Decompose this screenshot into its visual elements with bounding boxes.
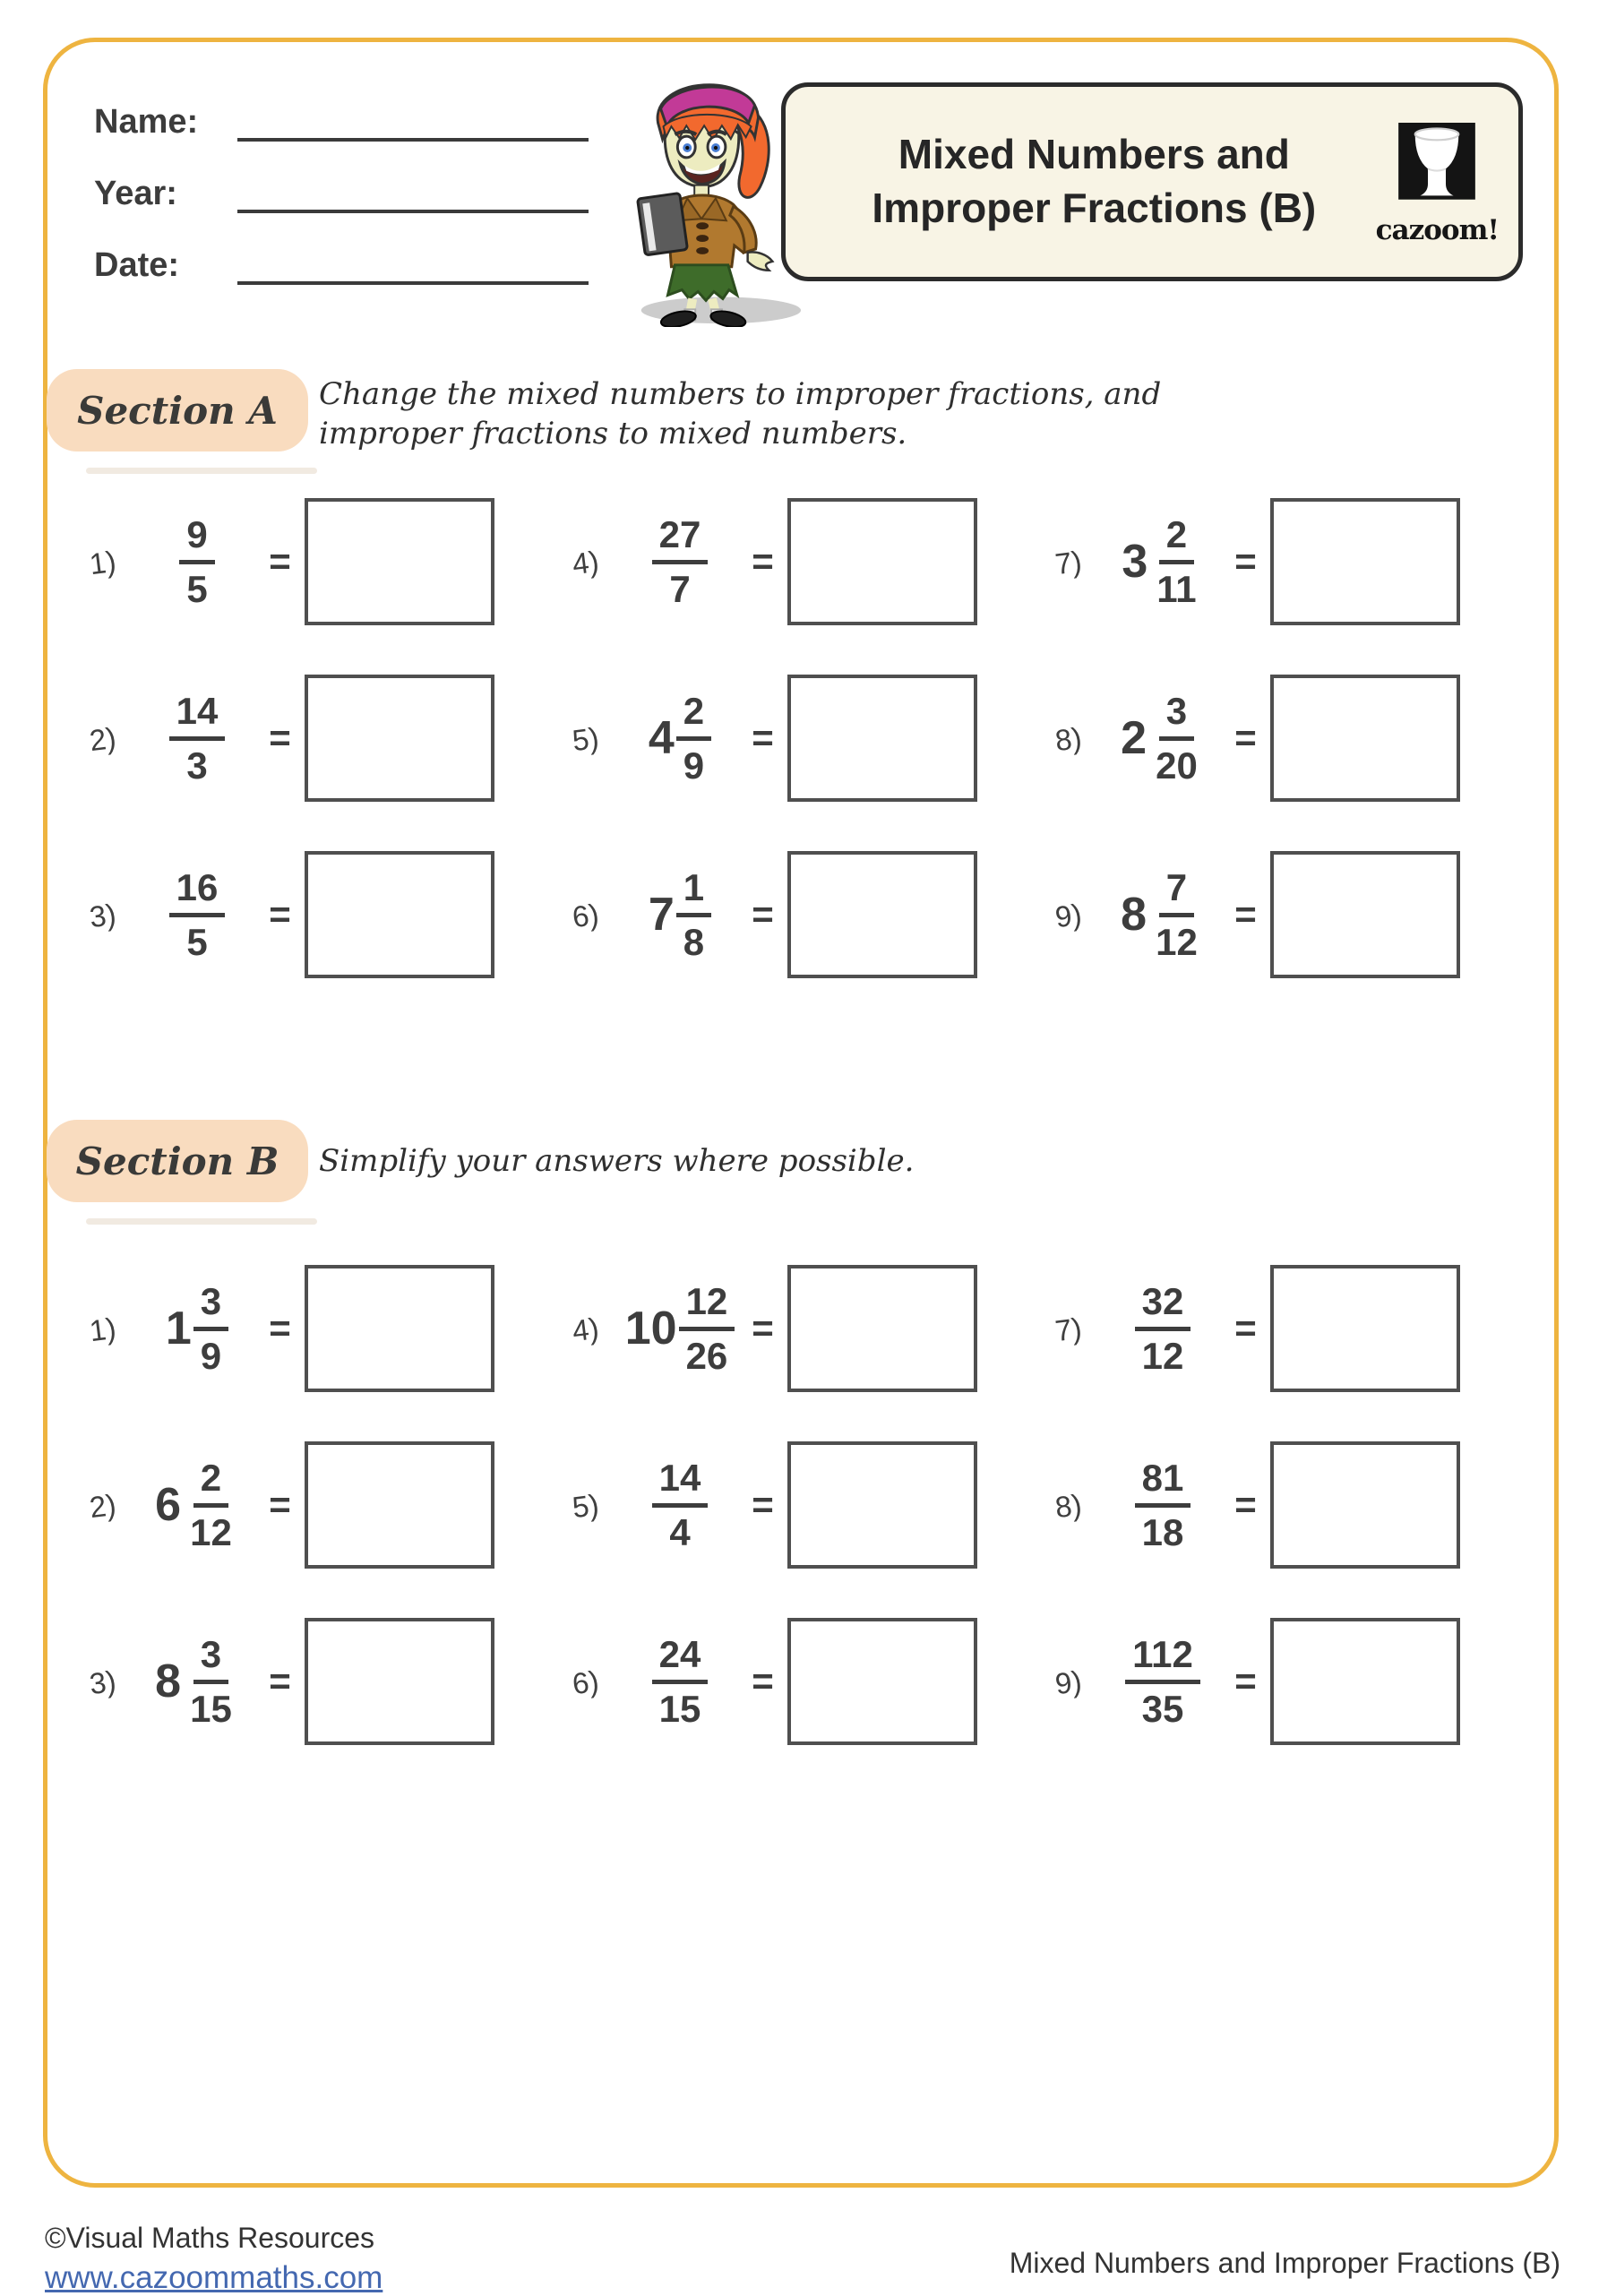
denominator: 11 [1156,567,1197,610]
fraction-stack [169,689,226,787]
numerator: 3 [193,1636,228,1684]
problem-number: 6) [570,1664,601,1701]
worksheet-title-box [781,82,1523,281]
fraction [622,512,738,610]
fraction-stack [183,1456,239,1553]
problem-number: 9) [1053,1664,1084,1701]
fraction-stack [679,1279,735,1377]
date-input-line[interactable] [237,249,589,285]
name-label: Name: [94,103,199,141]
denominator: 20 [1156,744,1198,787]
student-info-fields [94,90,596,305]
fraction [139,1632,255,1730]
whole-number: 8 [155,1655,182,1707]
denominator: 15 [190,1687,232,1730]
section-b-instruction: Simplify your answers where possible. [319,1143,915,1179]
worksheet-border [43,38,1559,2188]
answer-box[interactable] [1270,851,1460,978]
numerator: 9 [179,516,214,564]
equals-sign: = [1234,540,1257,582]
fraction-stack [169,865,226,963]
problem-number: 5) [570,720,601,758]
fraction-stack [179,512,214,610]
problem-number: 3) [87,897,118,934]
denominator: 7 [669,567,691,610]
whole-number: 3 [1122,536,1148,588]
equals-sign: = [1234,893,1257,935]
fraction [622,865,738,963]
answer-box[interactable] [1270,1265,1460,1392]
answer-box[interactable] [305,1265,494,1392]
equals-sign: = [1234,1660,1257,1702]
denominator: 9 [683,744,705,787]
numerator: 3 [1159,692,1194,741]
numerator: 7 [1159,869,1194,917]
section-a-pill-shadow [86,468,317,474]
whole-number: 6 [155,1479,182,1531]
copyright-text: ©Visual Maths Resources [45,2222,375,2254]
equals-sign: = [269,1483,291,1526]
year-input-line[interactable] [237,177,589,213]
answer-box[interactable] [1270,675,1460,802]
answer-box[interactable] [787,675,977,802]
equals-sign: = [269,893,291,935]
problem-number: 2) [87,720,118,758]
problem-item [87,1441,560,1569]
section-a-instruction: Change the mixed numbers to improper fractions, and improper fractions to mixed numbers. [319,376,1162,452]
problem-number: 8) [1053,1487,1084,1525]
denominator: 12 [190,1510,232,1553]
numerator: 1 [676,869,711,917]
denominator: 26 [685,1334,728,1377]
equals-sign: = [269,540,291,582]
equals-sign: = [752,1483,774,1526]
worksheet-title [812,128,1376,236]
footer-left [45,2222,383,2296]
fraction [1105,1632,1221,1730]
year-field [94,161,596,213]
name-input-line[interactable] [237,106,589,142]
numerator: 27 [652,516,709,564]
problem-item [1055,1265,1526,1392]
cazoom-logo-text: cazoom! [1375,214,1499,246]
equals-sign: = [1234,1307,1257,1349]
problem-item [87,1265,560,1392]
answer-box[interactable] [305,675,494,802]
footer-doc-title: Mixed Numbers and Improper Fractions (B) [1009,2247,1560,2279]
problem-number: 4) [570,1311,601,1348]
fraction [139,689,255,787]
problem-item [572,498,1043,625]
section-b-pill-shadow [86,1218,317,1225]
problem-item [1055,1441,1526,1569]
denominator: 12 [1156,920,1198,963]
denominator: 12 [1141,1334,1184,1377]
fraction [139,865,255,963]
answer-box[interactable] [305,1441,494,1569]
section-a-label: Section A [77,388,278,433]
answer-box[interactable] [787,1618,977,1745]
problem-number: 8) [1053,720,1084,758]
year-label: Year: [94,175,177,212]
equals-sign: = [269,1660,291,1702]
numerator: 3 [193,1283,228,1331]
fraction-stack [1148,689,1205,787]
answer-box[interactable] [305,851,494,978]
numerator: 16 [169,869,226,917]
answer-box[interactable] [787,498,977,625]
whole-number: 7 [648,889,675,941]
fraction-stack [652,1456,709,1553]
problem-number: 5) [570,1487,601,1525]
problem-item [87,675,560,802]
section-a-problems-grid [87,498,1526,978]
denominator: 5 [186,920,208,963]
problem-item [1055,675,1526,802]
cazoom-logo [1376,117,1499,246]
fraction-stack [676,689,711,787]
fraction [139,1456,255,1553]
answer-box[interactable] [787,1265,977,1392]
name-field [94,90,596,142]
problem-number: 4) [570,544,601,581]
denominator: 8 [683,920,705,963]
denominator: 4 [669,1510,691,1553]
problem-number: 2) [87,1487,118,1525]
answer-box[interactable] [305,498,494,625]
numerator: 112 [1125,1636,1200,1684]
fraction [622,689,738,787]
problem-item [87,498,560,625]
problem-number: 6) [570,897,601,934]
fraction-stack [676,865,711,963]
fraction-stack [193,1279,228,1377]
problem-number: 7) [1053,544,1084,581]
problem-number: 7) [1053,1311,1084,1348]
problem-item [1055,1618,1526,1745]
section-b-problems-grid [87,1265,1526,1745]
problem-item [1055,851,1526,978]
fraction [1105,1456,1221,1553]
fraction-stack [1135,1279,1191,1377]
fraction [622,1632,738,1730]
numerator: 32 [1135,1283,1191,1331]
problem-item [572,851,1043,978]
section-b-label: Section B [75,1139,279,1183]
date-field [94,233,596,285]
problem-item [87,1618,560,1745]
numerator: 81 [1135,1459,1191,1508]
problem-number: 9) [1053,897,1084,934]
title-line-1: Mixed Numbers and [898,131,1290,178]
equals-sign: = [269,717,291,759]
equals-sign: = [752,540,774,582]
numerator: 12 [679,1283,735,1331]
answer-box[interactable] [787,851,977,978]
problem-item [572,675,1043,802]
denominator: 3 [186,744,208,787]
fraction [139,512,255,610]
equals-sign: = [752,1660,774,1702]
fraction-stack [1149,512,1203,610]
fraction-stack [1148,865,1205,963]
numerator: 2 [1159,516,1194,564]
problem-number: 3) [87,1664,118,1701]
whole-number: 4 [648,712,675,764]
date-label: Date: [94,246,180,284]
denominator: 5 [186,567,208,610]
problem-item [572,1441,1043,1569]
whole-number: 2 [1121,712,1148,764]
numerator: 2 [193,1459,228,1508]
whole-number: 8 [1121,889,1148,941]
numerator: 24 [652,1636,709,1684]
equals-sign: = [1234,1483,1257,1526]
equals-sign: = [752,893,774,935]
whole-number: 1 [165,1303,192,1354]
answer-box[interactable] [1270,1618,1460,1745]
problem-item [1055,498,1526,625]
problem-number: 1) [87,1311,118,1348]
equals-sign: = [752,1307,774,1349]
cazoommaths-link[interactable]: www.cazoommaths.com [45,2260,383,2295]
problem-number: 1) [87,544,118,581]
fraction [1105,689,1221,787]
fraction [139,1279,255,1377]
fraction-stack [652,512,709,610]
answer-box[interactable] [787,1441,977,1569]
equals-sign: = [752,717,774,759]
fraction-stack [183,1632,239,1730]
answer-box[interactable] [305,1618,494,1745]
fraction-stack [652,1632,709,1730]
problem-item [572,1618,1043,1745]
section-b-pill [47,1120,308,1202]
answer-box[interactable] [1270,1441,1460,1569]
denominator: 35 [1141,1687,1184,1730]
problem-item [87,851,560,978]
djembe-drum-icon [1398,123,1475,212]
fraction [1105,1279,1221,1377]
fraction [1105,865,1221,963]
fraction-stack [1135,1456,1191,1553]
equals-sign: = [1234,717,1257,759]
fraction [1105,512,1221,610]
equals-sign: = [269,1307,291,1349]
denominator: 9 [200,1334,222,1377]
problem-item [572,1265,1043,1392]
numerator: 14 [652,1459,709,1508]
answer-box[interactable] [1270,498,1460,625]
whole-number: 10 [624,1303,677,1354]
numerator: 2 [676,692,711,741]
denominator: 18 [1141,1510,1184,1553]
denominator: 15 [658,1687,701,1730]
numerator: 14 [169,692,226,741]
section-a-pill [47,369,308,451]
fraction [622,1456,738,1553]
fraction-stack [1125,1632,1200,1730]
fraction [622,1279,738,1377]
title-line-2: Improper Fractions (B) [872,185,1317,231]
